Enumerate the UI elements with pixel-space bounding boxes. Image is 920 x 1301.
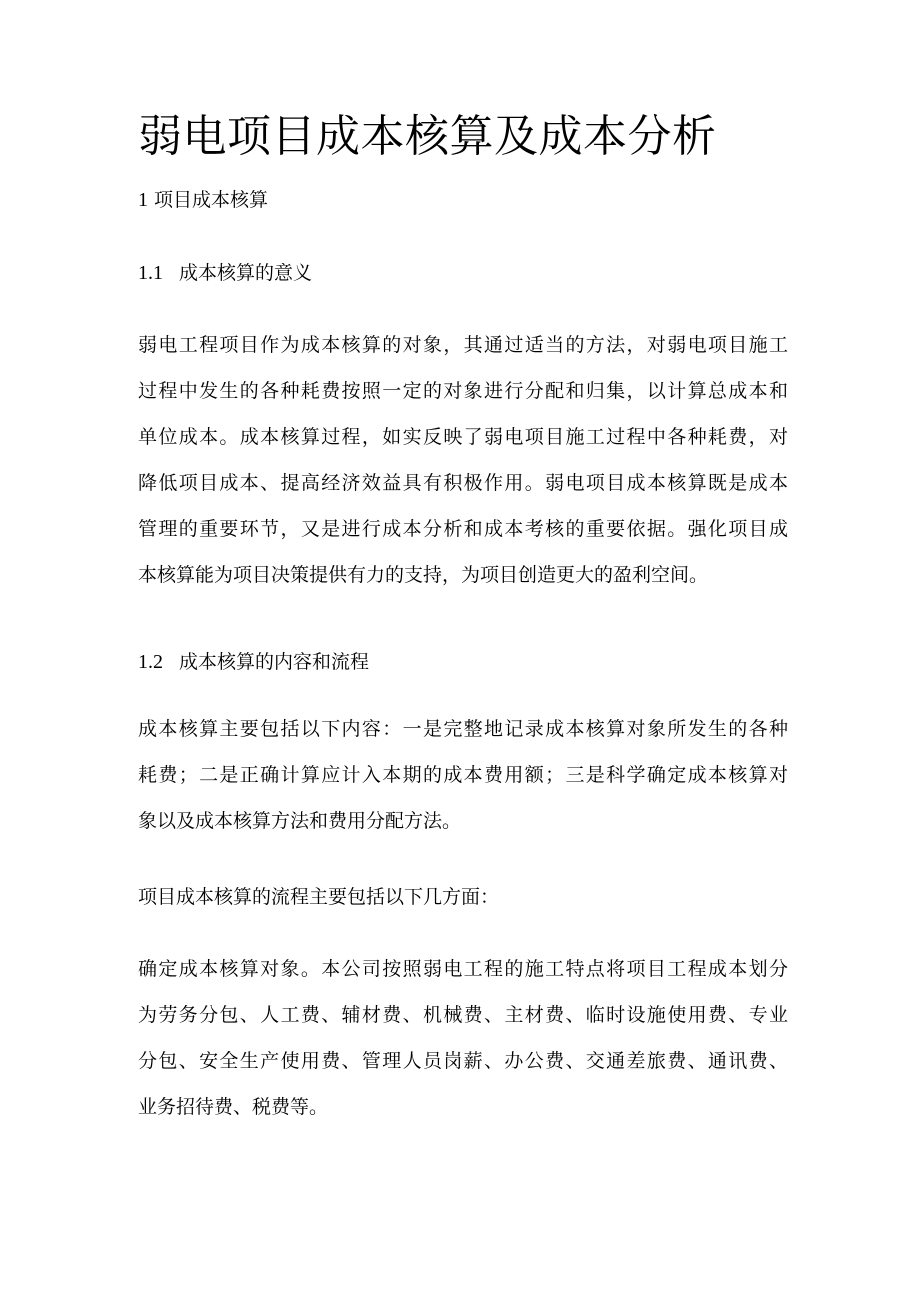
section-1-1-title: 成本核算的意义 xyxy=(179,262,313,284)
section-1-heading xyxy=(138,186,268,214)
paragraph-line: 成本核算主要包括以下内容：一是完整地记录成本核算对象所发生的各种 xyxy=(138,718,788,740)
paragraph-line: 本核算能为项目决策提供有力的支持，为项目创造更大的盈利空间。 xyxy=(138,564,709,586)
section-1-1-paragraph xyxy=(138,322,788,598)
paragraph-line: 象以及成本核算方法和费用分配方法。 xyxy=(138,810,462,832)
section-1-number: 1 xyxy=(138,189,148,211)
section-1-1-heading xyxy=(138,259,312,287)
paragraph-line: 业务招待费、税费等。 xyxy=(138,1096,329,1118)
section-1-2-title: 成本核算的内容和流程 xyxy=(179,651,370,673)
section-1-2-paragraph-2 xyxy=(138,874,788,920)
paragraph-line: 降低项目成本、提高经济效益具有积极作用。弱电项目成本核算既是成本 xyxy=(138,472,788,494)
section-1-2-number: 1.2 xyxy=(138,651,163,673)
paragraph-line: 耗费；二是正确计算应计入本期的成本费用额；三是科学确定成本核算对 xyxy=(138,764,788,786)
section-1-2-paragraph-1 xyxy=(138,706,788,844)
paragraph-line: 为劳务分包、人工费、辅材费、机械费、主材费、临时设施使用费、专业 xyxy=(138,1004,788,1026)
section-1-2-heading xyxy=(138,648,369,676)
paragraph-line: 单位成本。成本核算过程，如实反映了弱电项目施工过程中各种耗费，对 xyxy=(138,426,788,448)
document-title: 弱电项目成本核算及成本分析 xyxy=(138,111,717,162)
paragraph-line: 项目成本核算的流程主要包括以下几方面： xyxy=(138,886,500,908)
paragraph-line: 分包、安全生产使用费、管理人员岗薪、办公费、交通差旅费、通讯费、 xyxy=(138,1050,788,1072)
paragraph-line: 过程中发生的各种耗费按照一定的对象进行分配和归集，以计算总成本和 xyxy=(138,380,788,402)
section-1-2-paragraph-3 xyxy=(138,946,788,1130)
section-1-1-number: 1.1 xyxy=(138,262,163,284)
paragraph-line: 确定成本核算对象。本公司按照弱电工程的施工特点将项目工程成本划分 xyxy=(138,958,788,980)
section-1-title: 项目成本核算 xyxy=(154,189,269,211)
paragraph-line: 弱电工程项目作为成本核算的对象，其通过适当的方法，对弱电项目施工 xyxy=(138,334,788,356)
paragraph-line: 管理的重要环节，又是进行成本分析和成本考核的重要依据。强化项目成 xyxy=(138,518,788,540)
